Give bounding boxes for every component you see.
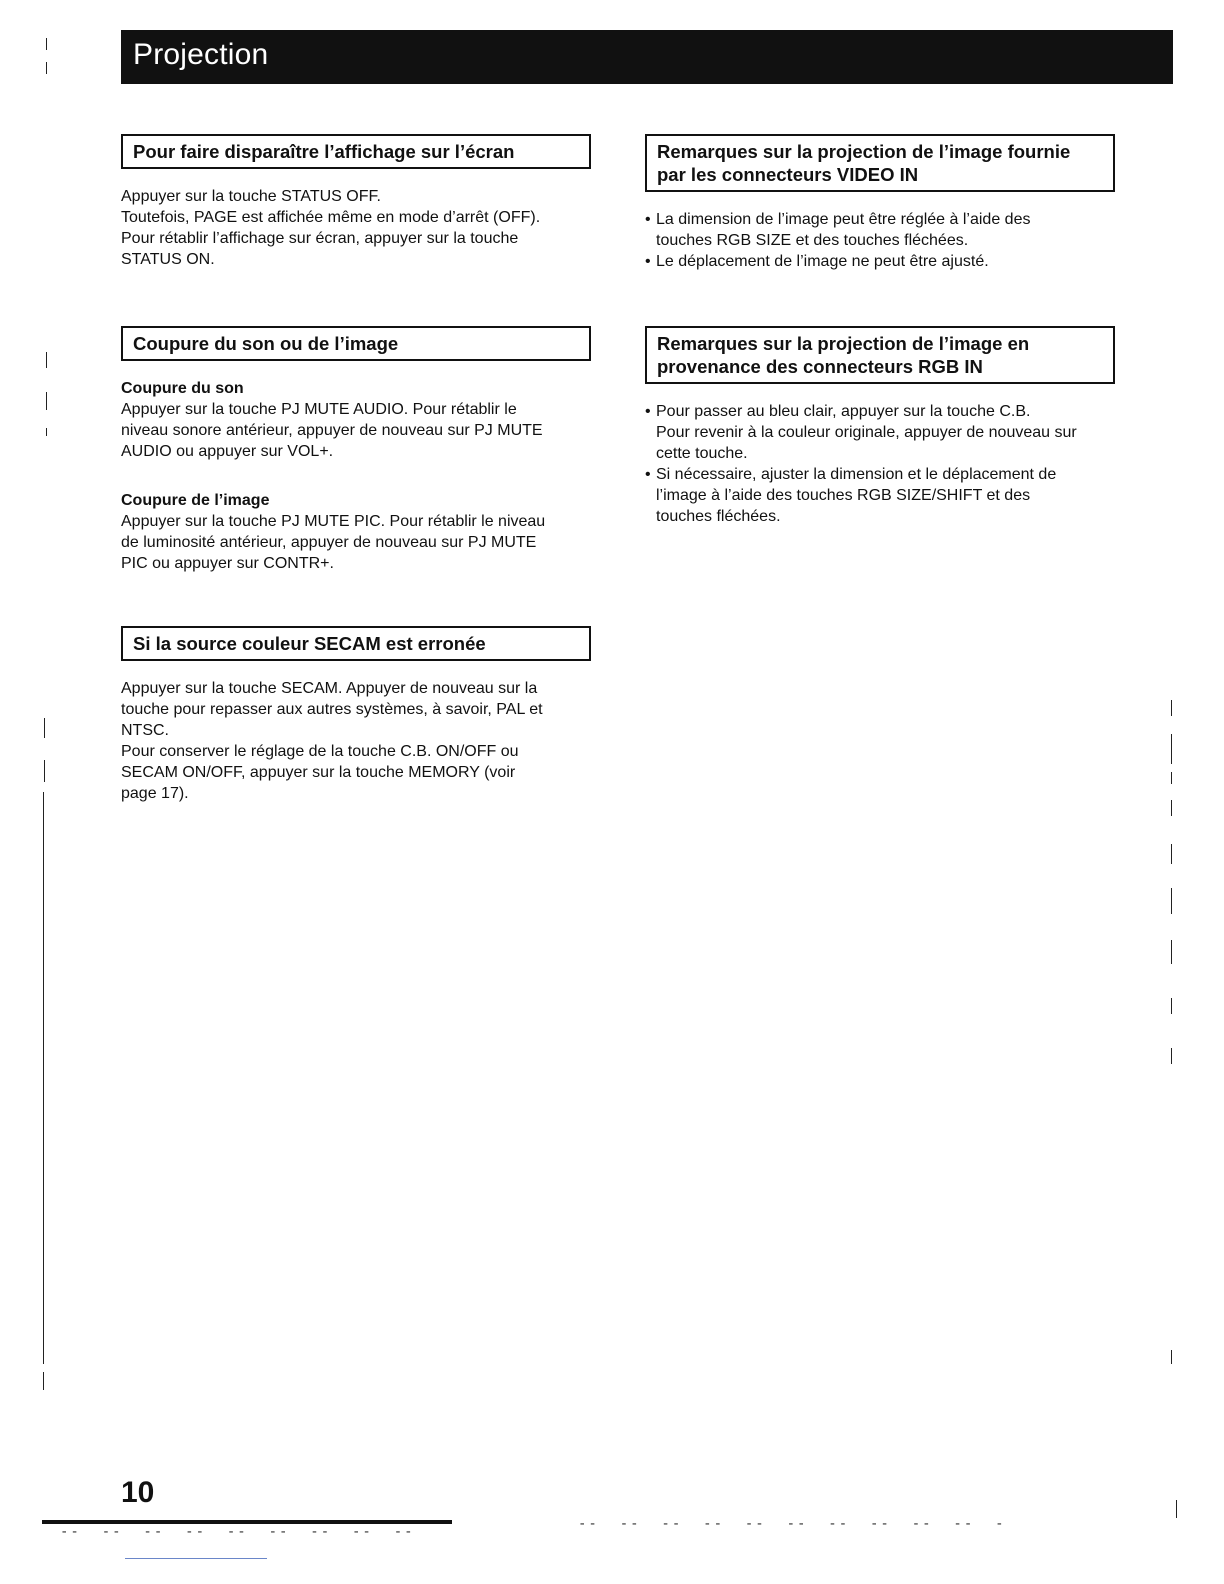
scan-artifact-mark bbox=[1171, 844, 1172, 864]
scan-artifact-mark bbox=[44, 760, 45, 782]
section-heading-video-in bbox=[645, 134, 1115, 192]
bullet-item bbox=[645, 464, 1115, 527]
scan-artifact-mark bbox=[46, 352, 47, 368]
text-line: l’image à l’aide des touches RGB SIZE/SHIFT et des bbox=[656, 487, 1031, 504]
text-line: • Si nécessaire, ajuster la dimension et le déplacement de bbox=[656, 466, 1057, 483]
subheading-sound-mute: Coupure du son bbox=[121, 380, 244, 397]
text-line: SECAM ON/OFF, appuyer sur la touche MEMORY (voir bbox=[121, 764, 516, 781]
bullet-item bbox=[645, 401, 1115, 464]
section-heading-mute: Coupure du son ou de l’image bbox=[121, 326, 591, 361]
text-line: AUDIO ou appuyer sur VOL+. bbox=[121, 443, 334, 460]
section-mute bbox=[121, 326, 591, 574]
text-line: NTSC. bbox=[121, 722, 169, 739]
text-line: Appuyer sur la touche SECAM. Appuyer de nouveau sur la bbox=[121, 680, 538, 697]
page-number: 10 bbox=[121, 1476, 155, 1509]
scan-artifact-mark bbox=[43, 1372, 44, 1390]
scan-artifact-mark bbox=[1171, 800, 1172, 816]
page-title: Projection bbox=[133, 38, 269, 71]
bullet-list bbox=[645, 209, 1115, 272]
text-line: Pour revenir à la couleur originale, appuyer de nouveau sur bbox=[656, 424, 1077, 441]
scan-artifact-mark bbox=[1171, 998, 1172, 1014]
scan-artifact-mark bbox=[1171, 888, 1172, 914]
scan-artifact-mark bbox=[1171, 700, 1172, 716]
subheading-picture-mute: Coupure de l’image bbox=[121, 492, 270, 509]
text-line: Pour conserver le réglage de la touche C.B. ON/OFF ou bbox=[121, 743, 519, 760]
scan-artifact-dashes: -- -- -- -- -- -- -- -- -- bbox=[60, 1524, 415, 1540]
text-line: touche pour repasser aux autres systèmes, à savoir, PAL et bbox=[121, 701, 543, 718]
scan-artifact-mark bbox=[46, 62, 47, 74]
section-heading-secam: Si la source couleur SECAM est erronée bbox=[121, 626, 591, 661]
text-line: niveau sonore antérieur, appuyer de nouveau sur PJ MUTE bbox=[121, 422, 543, 439]
scan-artifact-mark bbox=[46, 428, 47, 436]
scan-artifact-mark bbox=[1176, 1500, 1177, 1518]
heading-line: provenance des connecteurs RGB IN bbox=[657, 356, 983, 377]
section-heading-status-off: Pour faire disparaître l’affichage sur l’écran bbox=[121, 134, 591, 169]
scan-artifact-mark bbox=[1171, 734, 1172, 764]
text-line: • Le déplacement de l’image ne peut être ajusté. bbox=[656, 253, 989, 270]
text-line: Appuyer sur la touche STATUS OFF. bbox=[121, 188, 381, 205]
section-video-in bbox=[645, 134, 1115, 272]
text-line: Appuyer sur la touche PJ MUTE AUDIO. Pour rétablir le bbox=[121, 401, 517, 418]
text-line: Appuyer sur la touche PJ MUTE PIC. Pour rétablir le niveau bbox=[121, 513, 546, 530]
heading-line: Remarques sur la projection de l’image fournie bbox=[657, 141, 1071, 162]
section-status-off bbox=[121, 134, 591, 270]
section-secam bbox=[121, 626, 591, 804]
text-line: page 17). bbox=[121, 785, 189, 802]
scan-artifact-mark bbox=[1171, 1048, 1172, 1064]
text-line: Toutefois, PAGE est affichée même en mode d’arrêt (OFF). bbox=[121, 209, 541, 226]
scan-artifact-mark bbox=[1171, 772, 1172, 784]
page-header-bar bbox=[121, 30, 1173, 84]
scan-artifact-mark bbox=[46, 392, 47, 410]
scan-artifact-mark bbox=[44, 718, 45, 738]
text-line: touches RGB SIZE et des touches fléchées. bbox=[656, 232, 969, 249]
scan-artifact-dashes: -- -- -- -- -- -- -- -- -- -- - bbox=[578, 1516, 1006, 1532]
text-line: cette touche. bbox=[656, 445, 748, 462]
text-line: touches fléchées. bbox=[656, 508, 781, 525]
text-line: PIC ou appuyer sur CONTR+. bbox=[121, 555, 334, 572]
bullet-item bbox=[645, 251, 1115, 272]
bullet-list bbox=[645, 401, 1115, 527]
text-line: de luminosité antérieur, appuyer de nouveau sur PJ MUTE bbox=[121, 534, 537, 551]
scan-artifact-mark bbox=[1171, 940, 1172, 964]
scan-artifact-mark bbox=[43, 792, 44, 1364]
section-heading-rgb-in bbox=[645, 326, 1115, 384]
scan-artifact-mark bbox=[1171, 1350, 1172, 1364]
heading-line: par les connecteurs VIDEO IN bbox=[657, 164, 919, 185]
text-line: • Pour passer au bleu clair, appuyer sur la touche C.B. bbox=[656, 403, 1031, 420]
text-line: STATUS ON. bbox=[121, 251, 215, 268]
bullet-item bbox=[645, 209, 1115, 251]
text-line: • La dimension de l’image peut être réglée à l’aide des bbox=[656, 211, 1031, 228]
text-line: Pour rétablir l’affichage sur écran, appuyer sur la touche bbox=[121, 230, 519, 247]
scan-artifact-mark bbox=[46, 38, 47, 50]
heading-line: Remarques sur la projection de l’image en bbox=[657, 333, 1030, 354]
section-rgb-in bbox=[645, 326, 1115, 527]
scan-artifact-line bbox=[125, 1558, 267, 1559]
